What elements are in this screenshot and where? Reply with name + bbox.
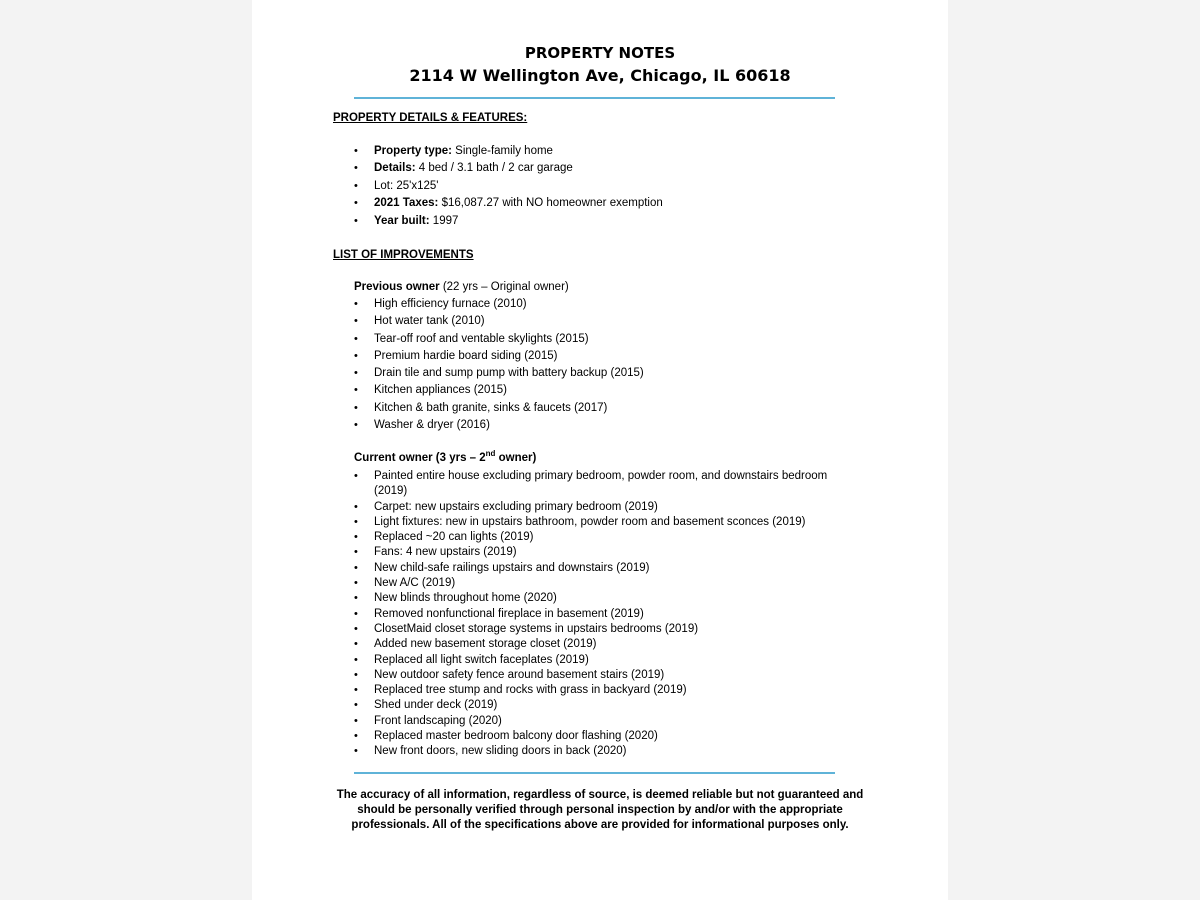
list-item: • Replaced ~20 can lights (2019) [354,530,854,545]
page-title: PROPERTY NOTES [524,44,676,62]
list-item: • High efficiency furnace (2010) [354,296,854,313]
list-item: • New A/C (2019) [354,576,854,591]
list-item: • Kitchen & bath granite, sinks & faucets (2017) [354,400,854,417]
list-item: • Removed nonfunctional fireplace in basement (2019) [354,607,854,622]
list-item: • Kitchen appliances (2015) [354,382,854,399]
list-item: • Light fixtures: new in upstairs bathroom, powder room and basement sconces (2019) [354,515,854,530]
list-item: • Painted entire house excluding primary bedroom, powder room, and downstairs bedroom (2019) [354,469,854,500]
list-item: • New blinds throughout home (2020) [354,591,854,606]
list-item: • Replaced master bedroom balcony door flashing (2020) [354,729,854,744]
details-heading: PROPERTY DETAILS & FEATURES: [333,112,528,124]
list-item: • New outdoor safety fence around basement stairs (2019) [354,668,854,683]
list-item: • 2021 Taxes: $16,087.27 with NO homeowner exemption [354,195,854,212]
list-item: • Fans: 4 new upstairs (2019) [354,545,854,560]
document-page [252,0,948,900]
bottom-divider [354,772,835,774]
list-item: • Tear-off roof and ventable skylights (2015) [354,331,854,348]
improvements-heading: LIST OF IMPROVEMENTS [333,249,474,261]
top-divider [354,97,835,99]
list-item: • New child-safe railings upstairs and downstairs (2019) [354,561,854,576]
details-list [354,143,854,230]
list-item: • Drain tile and sump pump with battery backup (2015) [354,365,854,382]
current-owner-heading: Current owner (3 yrs – 2nd owner) [354,449,537,464]
list-item: • Added new basement storage closet (2019) [354,637,854,652]
list-item: • Replaced all light switch faceplates (2019) [354,653,854,668]
property-address: 2114 W Wellington Ave, Chicago, IL 60618 [409,66,791,85]
list-item: • ClosetMaid closet storage systems in upstairs bedrooms (2019) [354,622,854,637]
list-item: • Lot: 25'x125' [354,178,854,195]
list-item: • Front landscaping (2020) [354,714,854,729]
previous-owner-heading: Previous owner (22 yrs – Original owner) [354,281,569,293]
previous-owner-list [354,296,854,434]
list-item: • Washer & dryer (2016) [354,417,854,434]
list-item: • Hot water tank (2010) [354,313,854,330]
list-item: • Replaced tree stump and rocks with grass in backyard (2019) [354,683,854,698]
list-item: • New front doors, new sliding doors in back (2020) [354,744,854,759]
current-owner-list [354,469,854,760]
list-item: • Year built: 1997 [354,213,854,230]
list-item: • Property type: Single-family home [354,143,854,160]
list-item: • Premium hardie board siding (2015) [354,348,854,365]
list-item: • Details: 4 bed / 3.1 bath / 2 car garage [354,160,854,177]
list-item: • Shed under deck (2019) [354,698,854,713]
title-block [252,42,948,88]
list-item: • Carpet: new upstairs excluding primary bedroom (2019) [354,500,854,515]
disclaimer-text: The accuracy of all information, regardless of source, is deemed reliable but not guaranteed and should be personally verified through personal inspection by and/or with the appropriate professionals. All of the specifications above are provided for informational purposes only. [336,789,864,831]
